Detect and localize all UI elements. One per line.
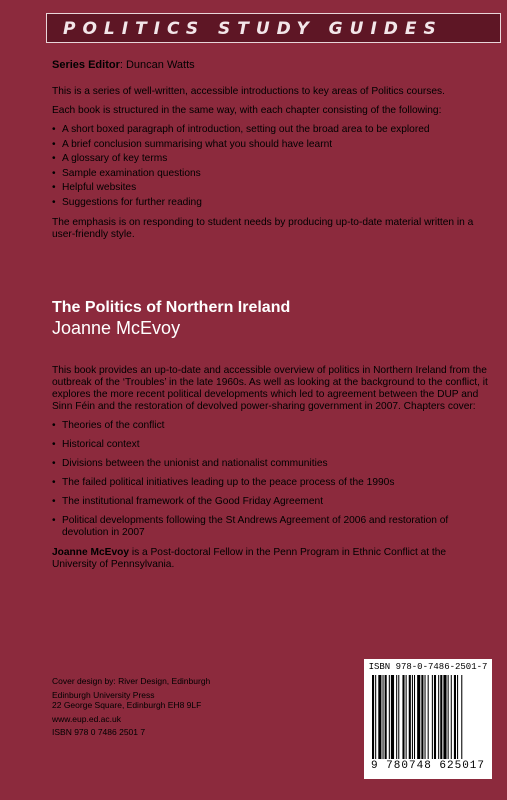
list-item: • The failed political initiatives leading up to the peace process of the 1990s [52,477,492,489]
cover-design-credit: Cover design by: River Design, Edinburgh [52,676,211,686]
list-item: • A short boxed paragraph of introduction, setting out the broad area to be explored [52,124,492,136]
list-item: • Historical context [52,439,492,451]
series-intro-p1: This is a series of well-written, accessible introductions to key areas of Politics courses. [52,86,445,97]
series-features-list [52,124,492,209]
author-bio-text: is a Post-doctoral Fellow in the Penn Program in Ethnic Conflict at the University of Pennsylvania. [52,547,447,570]
publisher-info [52,676,210,738]
list-item: • Sample examination questions [52,168,492,180]
series-banner [46,13,501,43]
author-bio [52,547,492,571]
series-editor-label: Series Editor [52,59,120,71]
list-item: • Political developments following the St Andrews Agreement of 2006 and restoration of devolution in 2007 [52,515,492,539]
barcode-bars [372,675,484,759]
chapters-list [52,420,492,539]
publisher-isbn: ISBN 978 0 7486 2501 7 [52,727,146,737]
publisher-name: Edinburgh University Press [52,689,155,700]
barcode-isbn-label: ISBN 978-0-7486-2501-7 [368,662,488,672]
series-editor [52,59,492,71]
book-description-section [52,365,492,571]
series-intro [52,86,492,241]
list-item: • A brief conclusion summarising what you should have learnt [52,139,492,151]
barcode [364,659,492,779]
barcode-number: 9 780748 625017 [370,760,486,772]
author-bio-name: Joanne McEvoy [52,547,129,558]
list-item: • The institutional framework of the Good Friday Agreement [52,496,492,508]
book-title: The Politics of Northern Ireland [52,299,291,316]
list-item: • Helpful websites [52,182,492,194]
list-item: • Suggestions for further reading [52,197,492,209]
list-item: • A glossary of key terms [52,153,492,165]
list-item: • Theories of the conflict [52,420,492,432]
publisher-website: www.eup.ed.ac.uk [52,713,121,724]
book-author: Joanne McEvoy [52,318,181,338]
series-title: POLITICS STUDY GUIDES [63,19,443,39]
series-editor-name: : Duncan Watts [119,59,195,71]
series-intro-p3: The emphasis is on responding to student needs by producing up-to-date material written in a user-friendly style. [52,216,474,240]
publisher-address: 22 George Square, Edinburgh EH8 9LF [52,700,202,710]
series-intro-p2: Each book is structured in the same way, with each chapter consisting of the following: [52,105,442,116]
list-item: • Divisions between the unionist and nationalist communities [52,458,492,470]
book-description: This book provides an up-to-date and accessible overview of politics in Northern Ireland from the outbreak of the ‘Troubles’ in the late 1960s. As well as looking at the background to the conflict, it explores the more recent political developments which led to agreement between the DUP and Sinn Féin and the restoration of devolved power-sharing government in 2007. Chapters cover: [52,365,488,412]
